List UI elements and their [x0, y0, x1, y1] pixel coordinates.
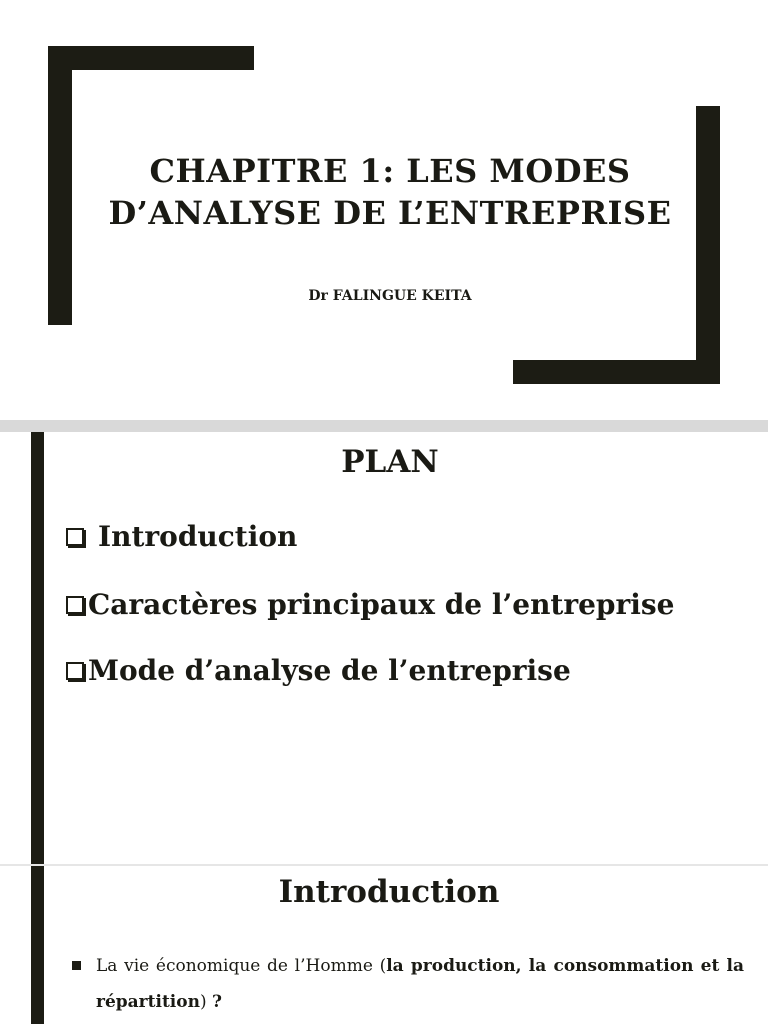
- frame-corner-bottom-right-vertical: [696, 106, 720, 384]
- author-name: Dr FALINGUE KEITA: [308, 288, 472, 304]
- checkbox-icon: [66, 528, 84, 546]
- slide-title: [60, 150, 720, 234]
- left-accent-bar: [31, 432, 44, 864]
- checkbox-icon: [66, 662, 84, 680]
- bullet-text-suffix: ): [199, 992, 212, 1012]
- bullet-text-emphasis: la production, la consommation et la répartition: [96, 956, 744, 1012]
- bullet-question-mark: ?: [212, 992, 222, 1012]
- introduction-slide: [0, 866, 768, 1024]
- bullet-text-prefix: La vie économique de l’Homme (: [96, 956, 387, 976]
- plan-item-caracteres: [66, 588, 674, 621]
- introduction-title: Introduction: [278, 874, 500, 910]
- checkbox-icon: [66, 596, 84, 614]
- title-line-1: CHAPITRE 1: LES MODES: [149, 152, 631, 190]
- plan-item-label: Mode d’analyse de l’entreprise: [88, 654, 571, 687]
- plan-slide: [0, 432, 768, 864]
- plan-item-label: Introduction: [98, 520, 298, 553]
- plan-item-introduction: [66, 520, 297, 553]
- plan-item-label: Caractères principaux de l’entreprise: [88, 588, 675, 621]
- title-line-2: D’ANALYSE DE L’ENTREPRISE: [108, 194, 672, 232]
- slide-separator: [0, 420, 768, 432]
- bullet-text: [74, 948, 744, 1020]
- frame-corner-bottom-right-horizontal: [513, 360, 720, 384]
- bullet-item: [74, 948, 744, 1020]
- plan-item-mode-analyse: [66, 654, 571, 687]
- square-bullet-icon: [72, 961, 81, 970]
- frame-corner-top-left-horizontal: [48, 46, 254, 70]
- title-slide: [0, 0, 768, 420]
- plan-title: PLAN: [341, 444, 439, 480]
